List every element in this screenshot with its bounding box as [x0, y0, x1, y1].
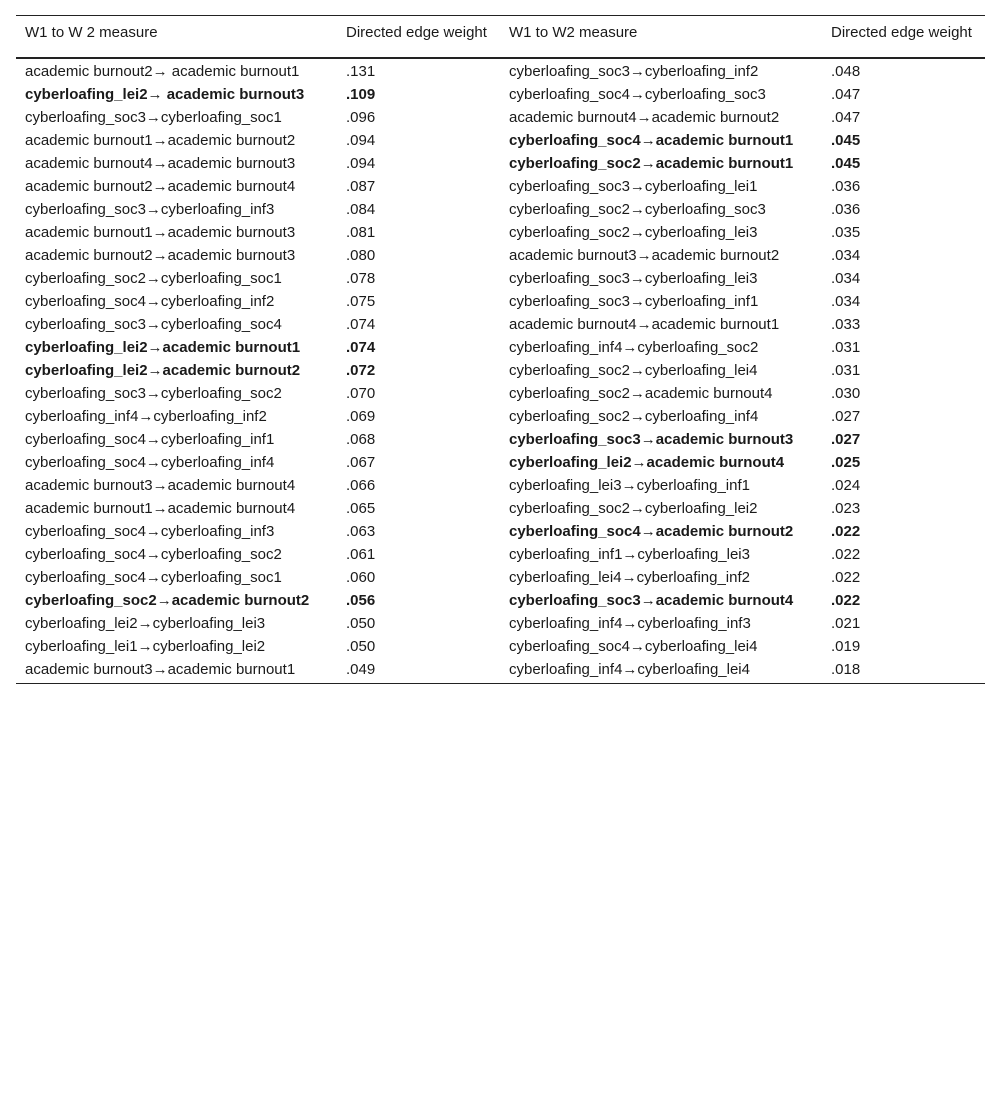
cell-weight-right: .034	[831, 292, 861, 310]
cell-measure-right: cyberloafing_lei4→cyberloafing_inf2	[509, 568, 750, 586]
cell-measure-left: cyberloafing_soc4→cyberloafing_soc1	[25, 568, 282, 586]
cell-weight-right: .033	[831, 315, 861, 333]
cell-weight-left: .050	[346, 614, 376, 632]
table-row	[16, 266, 985, 289]
cell-measure-right: cyberloafing_soc3→cyberloafing_lei3	[509, 269, 758, 287]
cell-weight-right: .047	[831, 108, 861, 126]
table-row	[16, 128, 985, 151]
cell-weight-left: .069	[346, 407, 376, 425]
header-row	[16, 16, 985, 58]
cell-measure-right: cyberloafing_soc2→cyberloafing_lei2	[509, 499, 758, 517]
cell-weight-left: .078	[346, 269, 376, 287]
table-row	[16, 174, 985, 197]
cell-weight-right: .036	[831, 200, 861, 218]
table-row	[16, 243, 985, 266]
cell-weight-left: .061	[346, 545, 376, 563]
cell-measure-right: cyberloafing_lei2→academic burnout4	[509, 453, 785, 471]
table-row	[16, 634, 985, 657]
cell-measure-left: academic burnout4→academic burnout3	[25, 154, 296, 172]
cell-weight-left: .074	[346, 338, 376, 356]
cell-weight-right: .036	[831, 177, 861, 195]
edge-weight-table	[16, 15, 985, 684]
cell-measure-right: cyberloafing_soc4→academic burnout2	[509, 522, 794, 540]
cell-weight-left: .075	[346, 292, 376, 310]
cell-weight-right: .047	[831, 85, 861, 103]
cell-measure-right: cyberloafing_soc4→cyberloafing_lei4	[509, 637, 758, 655]
cell-measure-right: cyberloafing_inf4→cyberloafing_soc2	[509, 338, 759, 356]
cell-measure-right: cyberloafing_inf4→cyberloafing_inf3	[509, 614, 751, 632]
cell-weight-left: .068	[346, 430, 376, 448]
table-header	[16, 16, 985, 58]
table-row	[16, 496, 985, 519]
cell-measure-right: cyberloafing_soc2→cyberloafing_inf4	[509, 407, 759, 425]
cell-measure-left: cyberloafing_soc2→cyberloafing_soc1	[25, 269, 282, 287]
cell-measure-right: cyberloafing_soc4→academic burnout1	[509, 131, 794, 149]
table-row	[16, 58, 985, 82]
cell-weight-right: .045	[831, 131, 861, 149]
cell-weight-right: .035	[831, 223, 861, 241]
cell-measure-left: cyberloafing_soc3→cyberloafing_soc2	[25, 384, 282, 402]
cell-measure-left: cyberloafing_lei2→cyberloafing_lei3	[25, 614, 266, 632]
table-row	[16, 519, 985, 542]
table-row	[16, 450, 985, 473]
table-row	[16, 611, 985, 634]
cell-weight-right: .027	[831, 407, 861, 425]
table-row	[16, 105, 985, 128]
cell-weight-right: .019	[831, 637, 861, 655]
cell-weight-left: .070	[346, 384, 376, 402]
cell-measure-left: academic burnout1→academic burnout2	[25, 131, 296, 149]
cell-weight-left: .087	[346, 177, 376, 195]
cell-weight-left: .096	[346, 108, 376, 126]
cell-measure-right: cyberloafing_soc3→academic burnout4	[509, 591, 794, 609]
cell-weight-left: .067	[346, 453, 376, 471]
cell-measure-left: cyberloafing_soc4→cyberloafing_inf1	[25, 430, 275, 448]
cell-weight-right: .022	[831, 591, 861, 609]
cell-weight-left: .063	[346, 522, 376, 540]
cell-weight-left: .084	[346, 200, 376, 218]
cell-weight-left: .081	[346, 223, 376, 241]
table-body	[16, 58, 985, 684]
cell-weight-left: .094	[346, 154, 376, 172]
cell-measure-left: cyberloafing_soc3→cyberloafing_soc1	[25, 108, 282, 126]
cell-measure-left: cyberloafing_soc3→cyberloafing_soc4	[25, 315, 282, 333]
table-row	[16, 312, 985, 335]
cell-measure-left: academic burnout2→academic burnout4	[25, 177, 296, 195]
cell-weight-right: .048	[831, 62, 861, 80]
cell-weight-left: .066	[346, 476, 376, 494]
table-row	[16, 565, 985, 588]
cell-weight-left: .065	[346, 499, 376, 517]
cell-measure-right: cyberloafing_inf1→cyberloafing_lei3	[509, 545, 750, 563]
table-row	[16, 335, 985, 358]
table-row	[16, 82, 985, 105]
table-row	[16, 289, 985, 312]
cell-weight-right: .025	[831, 453, 861, 471]
cell-measure-right: academic burnout4→academic burnout2	[509, 108, 780, 126]
cell-weight-left: .074	[346, 315, 376, 333]
cell-weight-left: .050	[346, 637, 376, 655]
cell-weight-left: .056	[346, 591, 376, 609]
cell-measure-right: cyberloafing_soc4→cyberloafing_soc3	[509, 85, 766, 103]
header-measure-right: W1 to W2 measure	[500, 16, 822, 58]
cell-measure-left: cyberloafing_lei2→academic burnout1	[25, 338, 301, 356]
cell-weight-right: .024	[831, 476, 861, 494]
cell-weight-left: .131	[346, 62, 376, 80]
cell-weight-right: .018	[822, 657, 985, 684]
cell-weight-left: .109	[346, 85, 376, 103]
cell-weight-right: .031	[831, 338, 861, 356]
cell-weight-right: .045	[831, 154, 861, 172]
cell-measure-left: academic burnout3→academic burnout1	[16, 657, 337, 684]
cell-measure-left: cyberloafing_inf4→cyberloafing_inf2	[25, 407, 267, 425]
cell-measure-left: cyberloafing_soc4→cyberloafing_inf2	[25, 292, 275, 310]
cell-weight-right: .022	[831, 522, 861, 540]
cell-measure-left: cyberloafing_lei1→cyberloafing_lei2	[25, 637, 266, 655]
cell-measure-left: cyberloafing_soc4→cyberloafing_soc2	[25, 545, 282, 563]
cell-weight-right: .027	[831, 430, 861, 448]
cell-measure-right: cyberloafing_inf4→cyberloafing_lei4	[500, 657, 822, 684]
table-row	[16, 542, 985, 565]
cell-measure-left: cyberloafing_soc2→academic burnout2	[25, 591, 310, 609]
cell-weight-right: .022	[831, 568, 861, 586]
cell-weight-right: .030	[831, 384, 861, 402]
cell-measure-right: cyberloafing_soc3→cyberloafing_inf1	[509, 292, 759, 310]
cell-measure-right: cyberloafing_soc2→cyberloafing_soc3	[509, 200, 766, 218]
cell-measure-left: cyberloafing_soc3→cyberloafing_inf3	[25, 200, 275, 218]
table-row	[16, 588, 985, 611]
cell-measure-right: academic burnout4→academic burnout1	[509, 315, 780, 333]
cell-measure-right: cyberloafing_lei3→cyberloafing_inf1	[509, 476, 750, 494]
cell-measure-right: cyberloafing_soc3→cyberloafing_lei1	[509, 177, 758, 195]
table-row	[16, 220, 985, 243]
cell-measure-left: academic burnout1→academic burnout4	[25, 499, 296, 517]
table-row	[16, 381, 985, 404]
header-weight-right: Directed edge weight	[822, 16, 985, 58]
cell-measure-left: cyberloafing_lei2→academic burnout2	[25, 361, 301, 379]
cell-measure-right: cyberloafing_soc3→academic burnout3	[509, 430, 794, 448]
cell-measure-left: cyberloafing_lei2→ academic burnout3	[25, 85, 305, 103]
cell-weight-right: .023	[831, 499, 861, 517]
cell-measure-right: cyberloafing_soc2→academic burnout4	[509, 384, 773, 402]
cell-measure-left: academic burnout1→academic burnout3	[25, 223, 296, 241]
table-row	[16, 473, 985, 496]
cell-weight-right: .021	[831, 614, 861, 632]
cell-weight-right: .031	[831, 361, 861, 379]
cell-weight-left: .049	[337, 657, 500, 684]
cell-measure-left: cyberloafing_soc4→cyberloafing_inf4	[25, 453, 275, 471]
table-row	[16, 427, 985, 450]
cell-measure-left: academic burnout2→academic burnout3	[25, 246, 296, 264]
cell-weight-left: .072	[346, 361, 376, 379]
cell-measure-right: academic burnout3→academic burnout2	[509, 246, 780, 264]
header-measure-left: W1 to W 2 measure	[16, 16, 337, 58]
cell-weight-left: .060	[346, 568, 376, 586]
cell-measure-left: cyberloafing_soc4→cyberloafing_inf3	[25, 522, 275, 540]
table-row	[16, 358, 985, 381]
table-row	[16, 657, 985, 684]
table-row	[16, 404, 985, 427]
cell-measure-right: cyberloafing_soc3→cyberloafing_inf2	[509, 62, 759, 80]
header-weight-left: Directed edge weight	[337, 16, 500, 58]
cell-measure-left: academic burnout2→ academic burnout1	[25, 62, 300, 80]
table-row	[16, 151, 985, 174]
cell-measure-right: cyberloafing_soc2→cyberloafing_lei3	[509, 223, 758, 241]
cell-measure-left: academic burnout3→academic burnout4	[25, 476, 296, 494]
table-row	[16, 197, 985, 220]
cell-weight-right: .022	[831, 545, 861, 563]
cell-measure-right: cyberloafing_soc2→academic burnout1	[509, 154, 794, 172]
cell-weight-right: .034	[831, 269, 861, 287]
cell-weight-right: .034	[831, 246, 861, 264]
cell-weight-left: .094	[346, 131, 376, 149]
cell-weight-left: .080	[346, 246, 376, 264]
cell-measure-right: cyberloafing_soc2→cyberloafing_lei4	[509, 361, 758, 379]
